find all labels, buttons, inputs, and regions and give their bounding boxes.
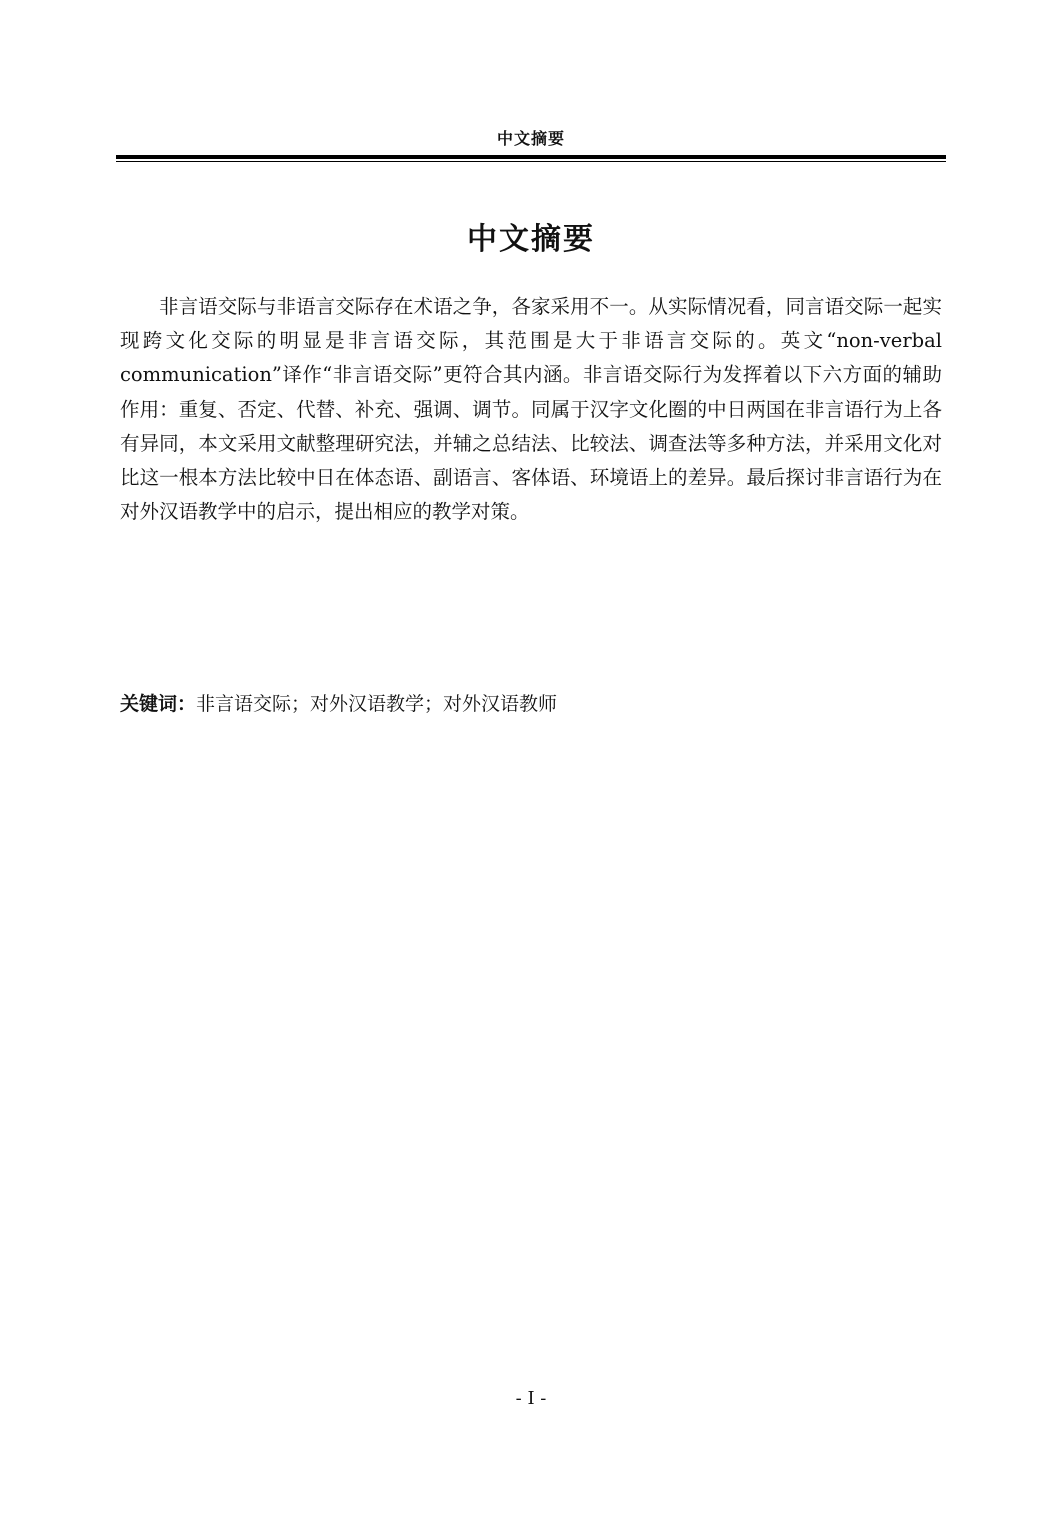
- header-rule-thick: [116, 155, 946, 159]
- keywords-value: 非言语交际；对外汉语教学；对外汉语教师: [196, 693, 558, 715]
- keywords-line: [120, 689, 942, 719]
- page-title: 中文摘要: [467, 222, 595, 257]
- keywords-label: 关键词：: [120, 693, 197, 715]
- abstract-paragraph: 非言语交际与非语言交际存在术语之争，各家采用不一。从实际情况看，同言语交际一起实现跨文化交际的明显是非言语交际，其范围是大于非语言交际的。英文“non-verbal communication”译作“非言语交际”更符合其内涵。非言语交际行为发挥着以下六方面的辅助作用：重复、否定、代替、补充、强调、调节。同属于汉字文化圈的中日两国在非言语行为上各有异同，本文采用文献整理研究法，并辅之总结法、比较法、调查法等多种方法，并采用文化对比这一根本方法比较中日在体态语、副语言、客体语、环境语上的差异。最后探讨非言语行为在对外汉语教学中的启示，提出相应的教学对策。: [120, 295, 942, 524]
- header-rule-thin: [116, 161, 946, 162]
- running-header: 中文摘要: [496, 129, 565, 148]
- page-number: - I -: [515, 1388, 547, 1409]
